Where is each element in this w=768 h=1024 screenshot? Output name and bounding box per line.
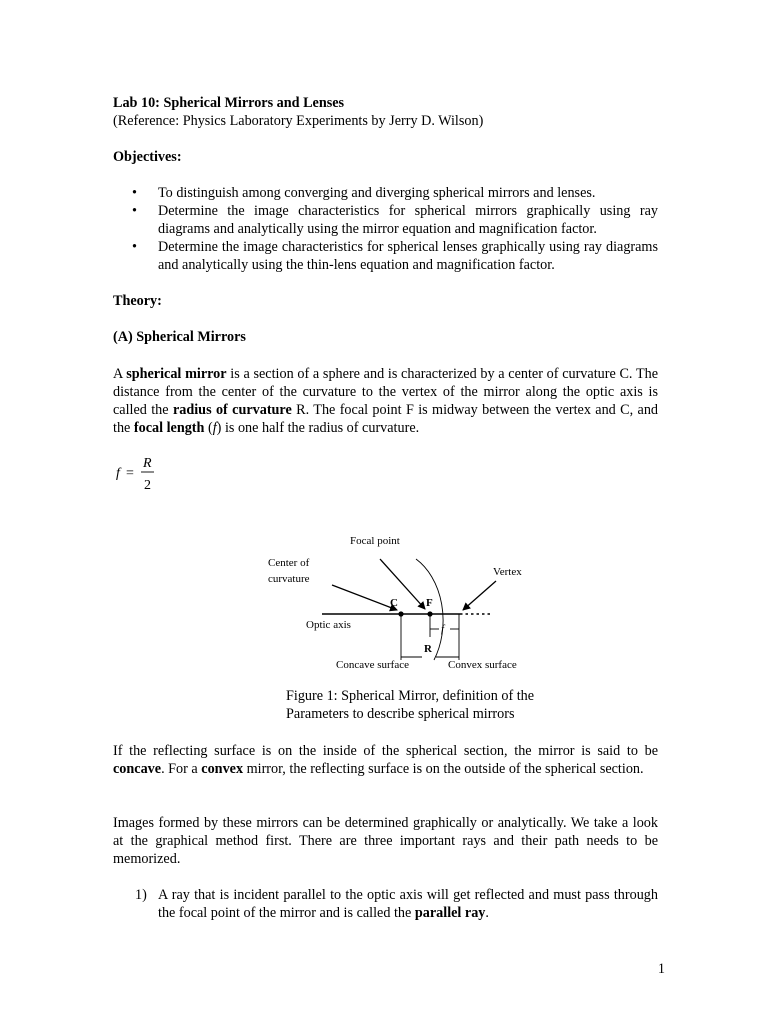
bullet-icon: • <box>132 185 137 201</box>
objectives-list <box>113 184 658 274</box>
list-number: 1) <box>135 887 147 903</box>
optic-axis-label: Optic axis <box>306 619 351 631</box>
spherical-mirror-diagram <box>258 528 538 678</box>
objective-item: • To distinguish among converging and diverging spherical mirrors and lenses. <box>132 185 596 201</box>
lab-title: Lab 10: Spherical Mirrors and Lenses <box>113 95 345 111</box>
focal-point-label: Focal point <box>350 535 400 547</box>
formula-equals: = <box>126 466 134 481</box>
section-a-heading: (A) Spherical Mirrors <box>113 329 246 345</box>
center-label-line1: Center of <box>268 557 310 569</box>
ray-list-item: 1) A ray that is incident parallel to the optic axis will get reflected and must pass through the focal point of the mirror and is called the parallel ray. <box>135 887 658 921</box>
concave-convex-paragraph: If the reflecting surface is on the inside of the spherical section, the mirror is said to be concave. For a convex mirror, the reflecting surface is on the outside of the spherical section. <box>113 743 658 777</box>
c-label: C <box>390 597 398 609</box>
formula-denominator: 2 <box>144 478 151 493</box>
reference-line: (Reference: Physics Laboratory Experiments by Jerry D. Wilson) <box>113 113 484 129</box>
spherical-mirror-paragraph: A spherical mirror is a section of a sphere and is characterized by a center of curvature C. The distance from the center of the curvature to the vertex of the mirror along the optic axis is called the radius of curvature R. The focal point F is midway between the vertex and C, and the focal length (f) is one half the radius of curvature. <box>113 366 659 436</box>
radius-label: R <box>424 643 432 655</box>
focal-arrow <box>380 559 425 609</box>
f-point-label: F <box>426 597 433 609</box>
convex-label: Convex surface <box>448 659 517 671</box>
vertex-label: Vertex <box>493 566 522 578</box>
formula-lhs: f <box>116 466 120 481</box>
bullet-icon: • <box>132 239 137 255</box>
images-paragraph: Images formed by these mirrors can be determined graphically or analytically. We take a look at the graphical method first. There are three important rays and their path needs to be memorized. <box>113 815 658 867</box>
focal-length-formula <box>113 452 173 497</box>
page-number: 1 <box>657 961 665 977</box>
theory-heading: Theory: <box>113 293 162 309</box>
figure-caption: Figure 1: Spherical Mirror, definition of the Parameters to describe spherical mirrors <box>286 688 535 722</box>
formula-numerator: R <box>143 456 152 471</box>
objectives-heading: Objectives: <box>113 149 182 165</box>
bullet-icon: • <box>132 203 137 219</box>
objective-item: • Determine the image characteristics for spherical mirrors graphically using ray diagrams and analytically using the mirror equation and magnification factor. <box>132 203 658 237</box>
center-arrow <box>332 585 397 610</box>
objective-item: • Determine the image characteristics for spherical lenses graphically using ray diagrams and analytically using the thin-lens equation and magnification factor. <box>132 239 658 273</box>
focal-length-label: f <box>441 623 445 635</box>
vertex-arrow <box>463 581 496 610</box>
concave-label: Concave surface <box>336 659 409 671</box>
center-label-line2: curvature <box>268 573 310 585</box>
